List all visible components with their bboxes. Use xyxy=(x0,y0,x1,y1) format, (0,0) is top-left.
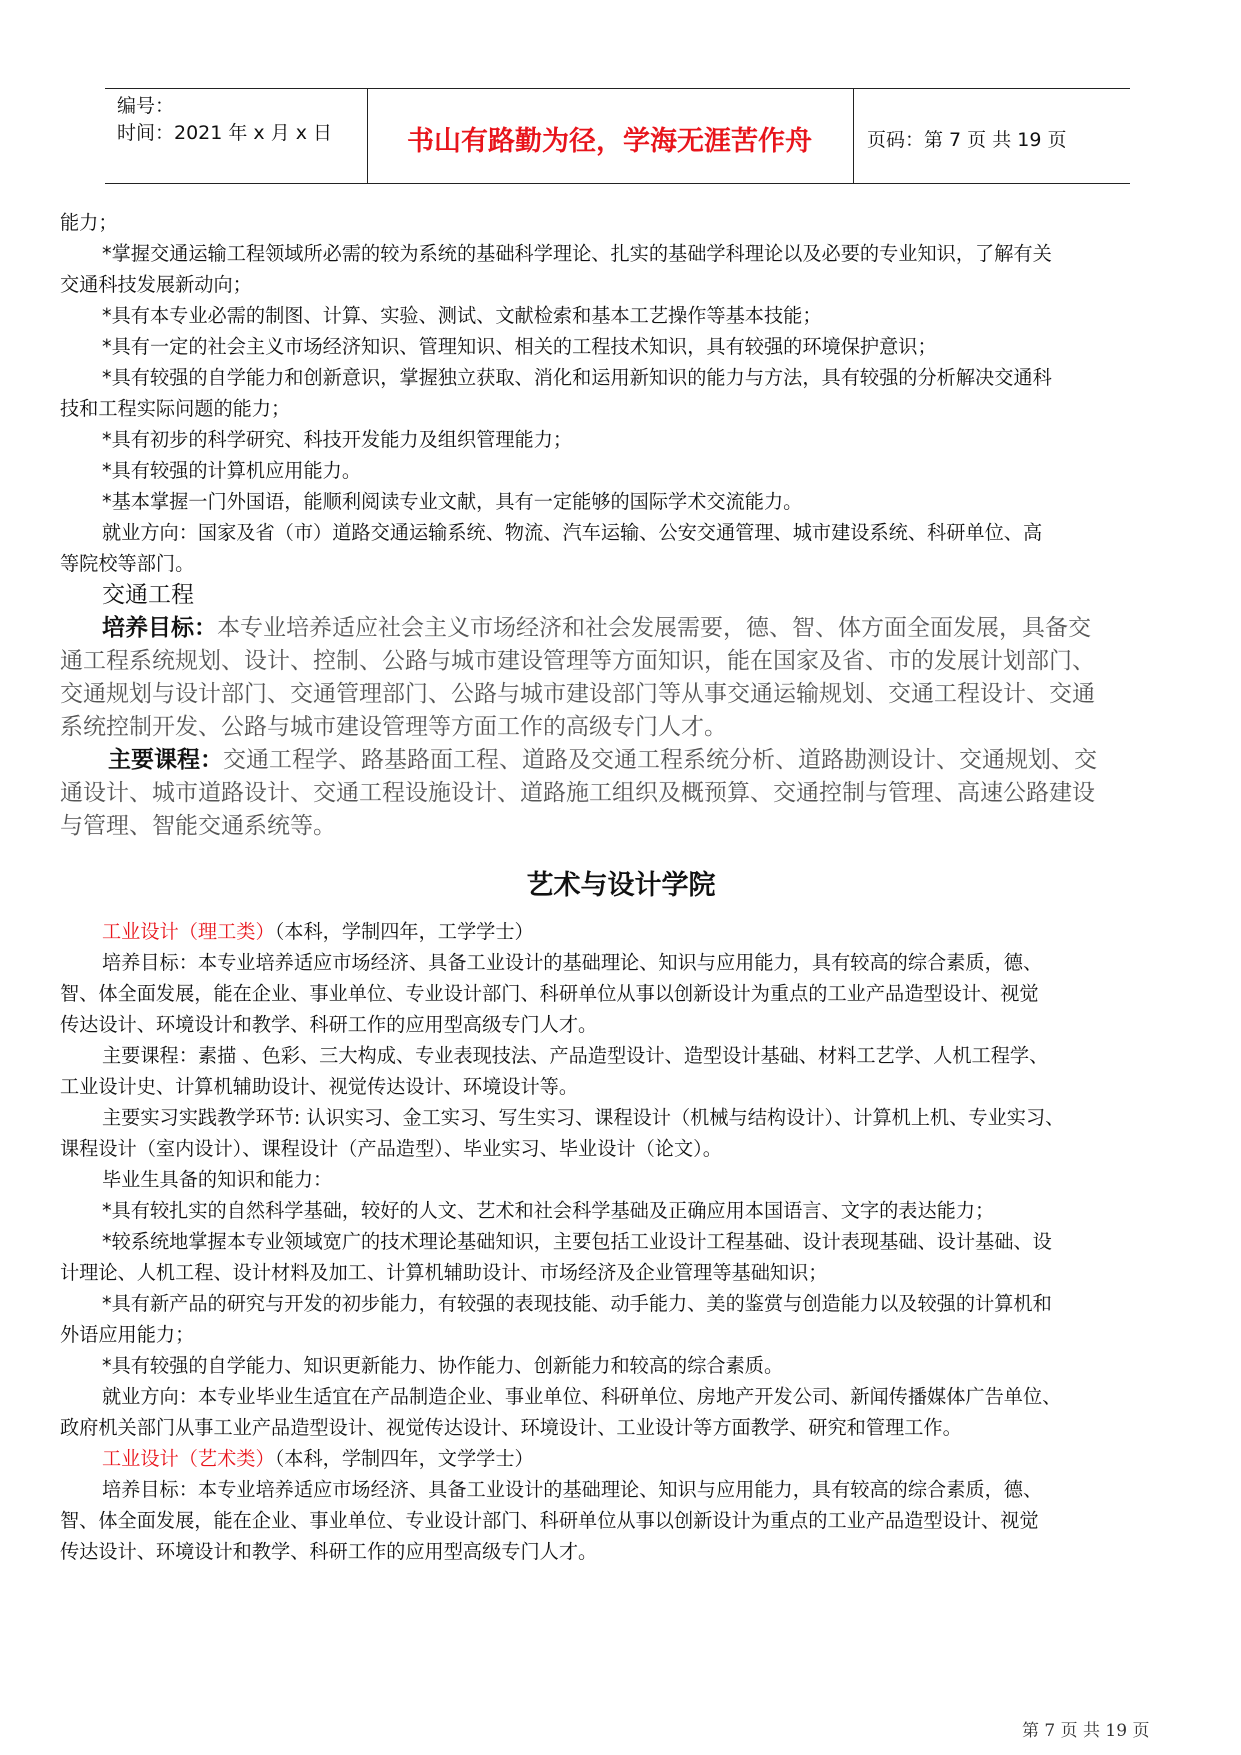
requirements-block xyxy=(60,207,1182,579)
paragraph-line: 能力； xyxy=(60,211,118,234)
header-motto: 书山有路勤为径，学海无涯苦作舟 xyxy=(407,126,812,157)
paragraph-line: 主要课程：素描 、色彩、三大构成、专业表现技法、产品造型设计、造型设计基础、材料工艺学、人机工程学、 xyxy=(102,1044,1049,1067)
header-left-cell xyxy=(117,93,332,147)
paragraph-line: 系统控制开发、公路与城市建设管理等方面工作的高级专门人才。 xyxy=(60,714,727,740)
paragraph-line: *较系统地掌握本专业领域宽广的技术理论基础知识，主要包括工业设计工程基础、设计表现基础、设计基础、设 xyxy=(102,1230,1052,1253)
paragraph-line: *具有较扎实的自然科学基础，较好的人文、艺术和社会科学基础及正确应用本国语言、文字的表达能力； xyxy=(102,1199,995,1222)
paragraph-line: *基本掌握一门外国语，能顺利阅读专业文献，具有一定能够的国际学术交流能力。 xyxy=(102,490,803,513)
paragraph-line: 计理论、人机工程、设计材料及加工、计算机辅助设计、市场经济及企业管理等基础知识； xyxy=(60,1261,828,1284)
paragraph-line: 技和工程实际问题的能力； xyxy=(60,397,291,420)
paragraph-line: 毕业生具备的知识和能力： xyxy=(102,1168,333,1191)
paragraph-line: 与管理、智能交通系统等。 xyxy=(60,813,336,839)
paragraph-line: *具有初步的科学研究、科技开发能力及组织管理能力； xyxy=(102,428,573,451)
major-meta: （本科，学制四年，工学学士） xyxy=(274,920,534,943)
paragraph-line: 课程设计（室内设计）、课程设计（产品造型）、毕业实习、毕业设计（论文）。 xyxy=(60,1137,722,1160)
document-body xyxy=(60,207,1182,1567)
paragraph-line: 就业方向：本专业毕业生适宜在产品制造企业、事业单位、科研单位、房地产开发公司、新闻传播媒体广告单位、 xyxy=(102,1385,1062,1408)
paragraph-line: *具有本专业必需的制图、计算、实验、测试、文献检索和基本工艺操作等基本技能； xyxy=(102,304,822,327)
paragraph-line: 培养目标：本专业培养适应市场经济、具备工业设计的基础理论、知识与应用能力，具有较高的综合素质，德、 xyxy=(102,1478,1043,1501)
paragraph-line: 通设计、城市道路设计、交通工程设施设计、道路施工组织及概预算、交通控制与管理、高速公路建设 xyxy=(60,780,1095,806)
major-name: 工业设计（理工类） xyxy=(102,920,275,943)
page-footer: 第 7 页 共 19 页 xyxy=(1022,1721,1150,1741)
header-page-info: 页码：第 7 页 共 19 页 xyxy=(867,129,1067,151)
major-meta: （本科，学制四年，文学学士） xyxy=(274,1447,534,1470)
page-header-table xyxy=(105,88,1130,184)
document-time-label: 时间：2021 年 x 月 x 日 xyxy=(117,122,333,144)
paragraph-line: 培养目标：本专业培养适应市场经济、具备工业设计的基础理论、知识与应用能力，具有较高的综合素质，德、 xyxy=(102,951,1043,974)
paragraph-line: *具有较强的计算机应用能力。 xyxy=(102,459,362,482)
paragraph-line: 工业设计史、计算机辅助设计、视觉传达设计、环境设计等。 xyxy=(60,1075,579,1098)
paragraph-line: 通工程系统规划、设计、控制、公路与城市建设管理等方面知识，能在国家及省、市的发展计划部门、 xyxy=(60,648,1095,674)
document-number-label: 编号： xyxy=(117,95,175,117)
paragraph-line: 传达设计、环境设计和教学、科研工作的应用型高级专门人才。 xyxy=(60,1540,598,1563)
header-divider xyxy=(853,89,854,183)
paragraph-line: *具有较强的自学能力和创新意识，掌握独立获取、消化和运用新知识的能力与方法，具有较强的分析解决交通科 xyxy=(102,366,1052,389)
paragraph-line: 交通规划与设计部门、交通管理部门、公路与城市建设部门等从事交通运输规划、交通工程设计、交通 xyxy=(60,681,1095,707)
major-description xyxy=(60,947,1182,1443)
industrial-design-science-section xyxy=(60,916,1182,1443)
paragraph-line: 本专业培养适应社会主义市场经济和社会发展需要，德、智、体方面全面发展，具备交 xyxy=(217,615,1091,641)
paragraph-line: 智、体全面发展，能在企业、事业单位、专业设计部门、科研单位从事以创新设计为重点的工业产品造型设计、视觉 xyxy=(60,982,1039,1005)
goal-label: 培养目标： xyxy=(102,615,217,641)
paragraph-line: 等院校等部门。 xyxy=(60,552,195,575)
paragraph-line: *掌握交通运输工程领域所必需的较为系统的基础科学理论、扎实的基础学科理论以及必要的专业知识，了解有关 xyxy=(102,242,1052,265)
course-label: 主要课程： xyxy=(108,747,223,773)
industrial-design-art-section xyxy=(60,1443,1182,1567)
paragraph-line: 政府机关部门从事工业产品造型设计、视觉传达设计、环境设计、工业设计等方面教学、研究和管理工作。 xyxy=(60,1416,962,1439)
paragraph-line: 主要实习实践教学环节: 认识实习、金工实习、写生实习、课程设计（机械与结构设计）、计算机上机、专业实习、 xyxy=(102,1106,1065,1129)
paragraph-line: 传达设计、环境设计和教学、科研工作的应用型高级专门人才。 xyxy=(60,1013,598,1036)
section-title: 艺术与设计学院 xyxy=(526,870,716,901)
traffic-engineering-title: 交通工程 xyxy=(102,582,194,608)
paragraph-line: 外语应用能力； xyxy=(60,1323,195,1346)
paragraph-line: 交通工程学、路基路面工程、道路及交通工程系统分析、道路勘测设计、交通规划、交 xyxy=(223,747,1097,773)
paragraph-line: 智、体全面发展，能在企业、事业单位、专业设计部门、科研单位从事以创新设计为重点的工业产品造型设计、视觉 xyxy=(60,1509,1039,1532)
paragraph-line: *具有新产品的研究与开发的初步能力，有较强的表现技能、动手能力、美的鉴赏与创造能力以及较强的计算机和 xyxy=(102,1292,1052,1315)
paragraph-line: *具有一定的社会主义市场经济知识、管理知识、相关的工程技术知识，具有较强的环境保护意识； xyxy=(102,335,937,358)
paragraph-line: 交通科技发展新动向； xyxy=(60,273,252,296)
traffic-engineering-section xyxy=(60,579,1182,843)
paragraph-line: *具有较强的自学能力、知识更新能力、协作能力、创新能力和较高的综合素质。 xyxy=(102,1354,784,1377)
major-name: 工业设计（艺术类） xyxy=(102,1447,275,1470)
paragraph-line: 就业方向：国家及省（市）道路交通运输系统、物流、汽车运输、公安交通管理、城市建设系统、科研单位、高 xyxy=(102,521,1043,544)
major-description xyxy=(60,1474,1182,1567)
